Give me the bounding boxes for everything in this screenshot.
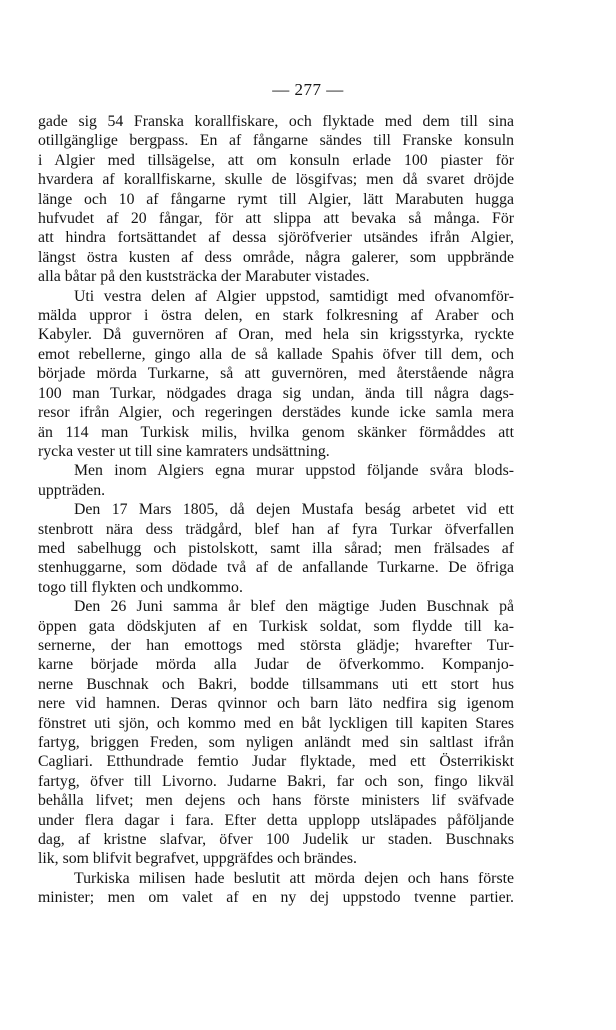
text-line: fönstret uti sjön, och kommo med en båt lyckligen till kapiten Stares	[38, 714, 514, 732]
text-line: togo till flykten och undkommo.	[38, 578, 243, 596]
paragraph-5	[38, 597, 514, 869]
body-text	[38, 112, 514, 908]
text-line: öppen gata dödskjuten af en Turkisk soldat, som flydde till ka-	[38, 617, 514, 635]
text-line: alla båtar på den kuststräcka der Marabuter vistades.	[38, 268, 370, 286]
text-line: stenhuggarne, som dödade två af de anfallande Turkarne. De öfriga	[38, 559, 514, 577]
text-line: Uti vestra delen af Algier uppstod, samtidigt med ofvanomför-	[74, 287, 514, 305]
paragraph-4	[38, 500, 514, 597]
text-line: Den 26 Juni samma år blef den mägtige Juden Buschnak på	[74, 598, 514, 616]
text-line: stenbrott nära dess trädgård, blef han af fyra Turkar öfverfallen	[38, 520, 514, 538]
text-line: fartyg, öfver till Livorno. Judarne Bakri, far och son, fingo likväl	[38, 772, 514, 790]
text-line: rycka vester ut till sine kamraters undsättning.	[38, 442, 330, 460]
text-line: Turkiska milisen hade beslutit att mörda dejen och hans förste	[74, 869, 514, 887]
text-line: under flera dagar i fara. Efter detta upplopp utsläpades påföljande	[38, 811, 514, 829]
text-line: gade sig 54 Franska korallfiskare, och flyktade med dem till sina	[38, 113, 514, 130]
text-line: nere vid hamnen. Deras qvinnor och barn läto nedfira sig igenom	[38, 695, 514, 713]
paragraph-2	[38, 287, 514, 462]
text-line: emot rebellerne, gingo alla de så kallade Spahis öfver till dem, och	[38, 345, 514, 363]
text-line: 100 man Turkar, nödgades draga sig undan, ända till några dags-	[38, 384, 514, 402]
text-line: Cagliari. Etthundrade femtio Judar flyktade, med ett Österrikiskt	[38, 753, 514, 771]
text-line: behålla lifvet; men dejens och hans förste ministers lif sväfvade	[38, 792, 514, 810]
text-line: i Algier med tillsägelse, att om konsuln erlade 100 piaster för	[38, 151, 514, 169]
text-line: Men inom Algiers egna murar uppstod följande svåra blods-	[74, 462, 514, 480]
text-line: med sabelhugg och pistolskott, samt illa sårad; men frälsades af	[38, 539, 514, 557]
text-line: uppträden.	[38, 481, 106, 499]
text-line: hvardera af korallfiskarne, skulle de lösgifvas; men då svaret dröjde	[38, 171, 514, 189]
text-line: började mörda Turkarne, så att guvernören, med återstående några	[38, 365, 514, 383]
page-number: — 277 —	[272, 80, 344, 99]
text-line: fartyg, briggen Freden, som nyligen anländt med sin saltlast ifrån	[38, 734, 514, 751]
text-line: minister; men om valet af en ny dej uppstodo tvenne partier.	[38, 889, 514, 907]
text-line: längst östra kusten af dess område, några galerer, som uppbrände	[38, 248, 514, 266]
text-line: Kabyler. Då guvernören af Oran, med hela sin krigsstyrka, ryckte	[38, 326, 514, 344]
text-line: än 114 man Turkisk milis, hvilka genom skänker förmåddes att	[38, 423, 514, 441]
text-line: resor ifrån Algier, och regeringen derstädes kunde icke samla mera	[38, 404, 514, 422]
text-line: Den 17 Mars 1805, då dejen Mustafa beság arbetet vid ett	[74, 501, 514, 519]
text-line: länge och 10 af fångarne rymt till Algier, lätt Marabuten hugga	[38, 190, 514, 208]
paragraph-1	[38, 112, 514, 287]
text-line: lik, som blifvit begrafvet, uppgräfdes och brändes.	[38, 850, 357, 868]
text-line: sernerne, der han emottogs med största glädje; hvarefter Tur-	[38, 636, 514, 654]
text-line: otillgänglige bergpass. En af fångarne sändes till Franske konsuln	[38, 132, 514, 150]
text-line: dag, af kristne slafvar, öfver 100 Judelik ur staden. Buschnaks	[38, 831, 514, 849]
text-line: att hindra fortsättandet af dessa sjöröfverier utsändes ifrån Algier,	[38, 229, 514, 247]
text-line: karne började mörda alla Judar de öfverkommo. Kompanjo-	[38, 656, 514, 674]
paragraph-3	[38, 461, 514, 500]
text-line: nerne Buschnak och Bakri, bodde tillsammans uti ett stort hus	[38, 675, 514, 693]
text-line: hufvudet af 20 fångar, för att slippa att bevaka så många. För	[38, 210, 514, 228]
text-line: mälda uppror i östra delen, en stark folkresning af Araber och	[38, 307, 514, 325]
paragraph-6	[38, 869, 514, 908]
